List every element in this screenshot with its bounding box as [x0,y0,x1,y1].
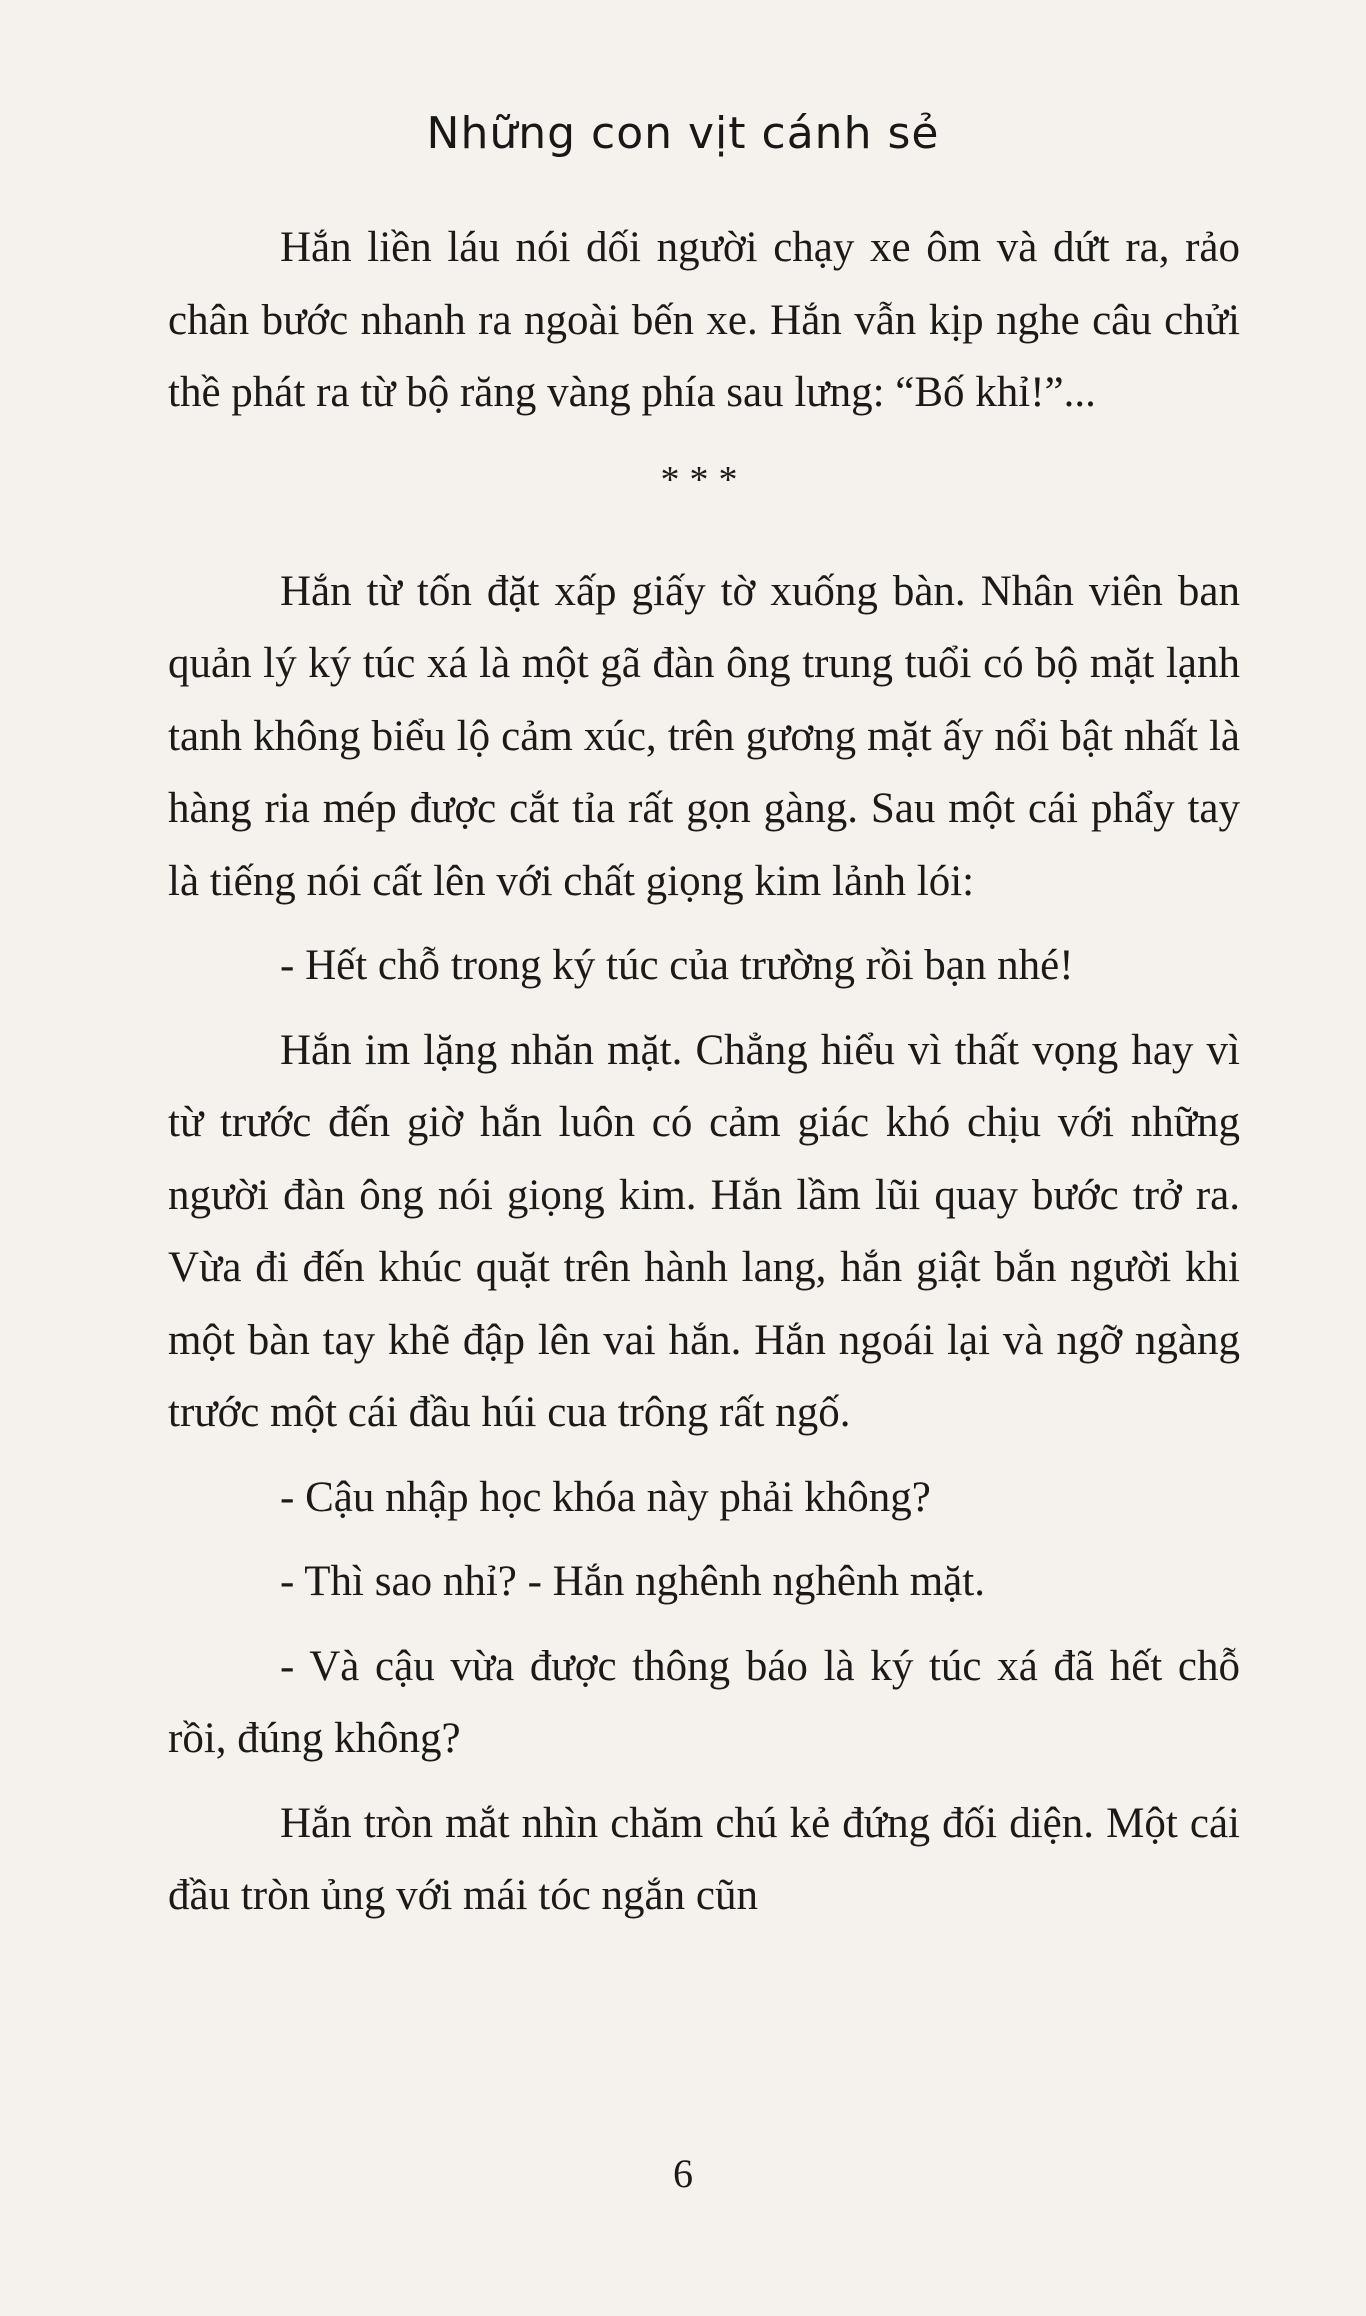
page-body [168,212,1240,1933]
dialogue-2: - Cậu nhập học khóa này phải không? [280,1473,931,1521]
paragraph-1: Hắn liền láu nói dối người chạy xe ôm và dứt ra, rảo chân bước nhanh ra ngoài bến xe. Hắn vẫn kịp nghe câu chửi thề phát ra từ bộ răng vàng phía sau lưng: “Bố khỉ!”... [168,224,1240,416]
paragraph-3: Hắn im lặng nhăn mặt. Chẳng hiểu vì thất vọng hay vì từ trước đến giờ hắn luôn có cảm giác khó chịu với những người đàn ông nói giọng kim. Hắn lầm lũi quay bước trở ra. Vừa đi đến khúc quặt trên hành lang, hắn giật bắn người khi một bàn tay khẽ đập lên vai hắn. Hắn ngoái lại và ngỡ ngàng trước một cái đầu húi cua trông rất ngố. [168,1026,1240,1436]
running-title: Những con vịt cánh sẻ [426,108,940,159]
paragraph-4: Hắn tròn mắt nhìn chăm chú kẻ đứng đối diện. Một cái đầu tròn ủng với mái tóc ngắn cũn [168,1799,1240,1919]
dialogue-1: - Hết chỗ trong ký túc của trường rồi bạn nhé! [280,942,1074,989]
dialogue-4: - Và cậu vừa được thông báo là ký túc xá đã hết chỗ rồi, đúng không? [168,1642,1240,1762]
page-number: 6 [673,2151,693,2196]
section-separator: *** [660,458,748,501]
paragraph-2: Hắn từ tốn đặt xấp giấy tờ xuống bàn. Nhân viên ban quản lý ký túc xá là một gã đàn ông trung tuổi có bộ mặt lạnh tanh không biểu lộ cảm xúc, trên gương mặt ấy nổi bật nhất là hàng ria mép được cắt tỉa rất gọn gàng. Sau một cái phẩy tay là tiếng nói cất lên với chất giọng kim lảnh lói: [168,567,1240,905]
dialogue-3: - Thì sao nhỉ? - Hắn nghênh nghênh mặt. [280,1558,985,1605]
